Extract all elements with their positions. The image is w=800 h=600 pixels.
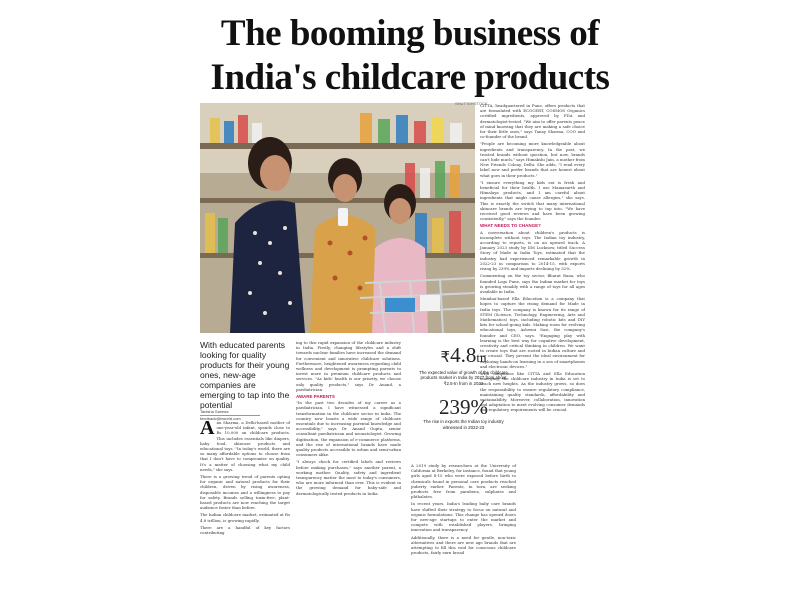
paragraph: In recent years, India's leading baby care brands have shifted their strategy to focus on natural and organic formulations. This change has opened doors for new-age startups to enter the market and compete with established players, bringing innovation and transparency. xyxy=(411,501,516,533)
article-column-4 xyxy=(480,103,585,415)
paragraph: There are a handful of key factors contributing xyxy=(200,524,290,536)
paragraph: CITTA, headquartered in Pune, offers products that are formulated with ECOCERT, COSMOS Organics certified ingredients, approved by FDA and dermatologist-tested. "We aim to offer parents peace of mind knowing that they are making a safe choice for their little ones," says Tanay Sharma, COO and co-founder of the brand. xyxy=(480,103,585,140)
paragraph: There is a growing trend of parents opting for organic and natural products for their children, driven by rising awareness, disposable incomes and a willingness to pay for safety. Brands selling toxin-free, plant-based products are now reaching the target audience faster than before. xyxy=(200,474,290,511)
paragraph: A 2019 study by researchers at the University of California at Berkeley, for instance, found that young girls aged 8-15 who were exposed before birth to chemicals found in personal care products reached puberty earlier. Parents, in turn, are seeking products free from parabens, sulphates and phthalates. xyxy=(411,463,516,500)
byline-name: Tanisha Saxena xyxy=(200,409,229,414)
byline-email: feedback@bworld.com xyxy=(200,416,241,421)
dropcap: A xyxy=(200,417,215,439)
article-column-3 xyxy=(411,463,516,557)
stat-description: The rise in exports the Indian toy industry witnessed in 2022-23 xyxy=(423,419,504,430)
stat-unit: tn xyxy=(476,350,487,365)
subhead-what-needs-to-change: WHAT NEEDS TO CHANGE? xyxy=(480,223,541,229)
paragraph: Commenting on the toy sector, Bharat Rana, who founded Lego Pune, says the Indian market for toys is growing steadily with a range of toys for all ages available in India. xyxy=(480,273,585,294)
article-photo xyxy=(200,103,475,333)
photo-credit: SHUTTERSTOCK xyxy=(455,101,488,106)
paragraph: "I ensure everything my kids eat is fresh and beneficial for their health. I use Mamaearth and Himalaya products, and I am careful about ingredients that might cause allergies," she says. This is exactly the switch that many international skincare brands are trying to tap into. "We have received good reviews and have been growing consistently," says the founder. xyxy=(480,179,585,222)
paragraph: A conversation about children's products is incomplete without toys. The Indian toy industry, according to reports, is on an upward track. A January 2023 study by IIM Lucknow, titled Success Story of Made in India Toys, estimated that the industry had experienced remarkable growth in 2022-23 in comparison to 2014-15, with exports rising by 239% and imports declining by 52%. xyxy=(480,229,585,272)
stat-description: The expected value of growth of the childcare products market in India by 2027 from about ₹2.5-tn from in 2022 xyxy=(419,370,508,386)
paragraph: "In the past two decades of my career as a paediatrician, I have witnessed a significant transformation in the childcare sector in India. The country now boasts a wide range of childcare essentials due to increasing parental knowledge and accessibility," says Dr Anand Gupta, senior consultant paediatrician and neonatologist. Growing digitisation, the expansion of e-commerce platforms, and the rise of international brands have made quality products accessible to urban and semi-urban consumers alike. xyxy=(296,400,401,458)
stat-symbol: ₹ xyxy=(440,350,451,366)
paragraph: "I always check for certified labels and reviews before making purchases," says another parent, a working mother. Quality, safety and ingredient transparency matter the most to today's consumers, who are more informed than ever. This is evident in the growing demand for baby-safe and dermatologically tested products in India. xyxy=(296,459,401,496)
article-column-2 xyxy=(296,340,401,498)
subhead-aware-parents: AWARE PARENTS xyxy=(296,394,335,400)
paragraph: "People are becoming more knowledgeable about ingredients and transparency. In the past, we trusted brands without question, but now, brands can't hide much," says Himakshi Jain, a mother from New Friends Colony, Delhi. She adds, "I read every label now and prefer brands that are honest about what goes in their products." xyxy=(480,141,585,178)
headline: The booming business of India's childcare products xyxy=(210,13,610,98)
stat-number: 4.8 xyxy=(450,343,477,367)
paragraph: Mumbai-based Ella Education is a company that hopes to capture the rising demand for Made in India toys. The company is known for its range of STEM (Science, Technology, Engineering, Arts and Mathematics) toys, including robotic kits and DIY kits for school-going kids. Making room for evolving educational toys, Ashwini Sasi, the company's founder and CEO, says, "Engaging play with learning is the best way for cognitive development, creativity and critical thinking in children. We want to create toys that are rooted in Indian culture and are crucial. They present the ideal environment for exploring hands-on learning in a sea of smartphones and electronic devices." xyxy=(480,296,585,369)
paragraph: The Indian childcare market, estimated at Rs 4.8 trillion, is growing rapidly. xyxy=(200,512,290,523)
stat-number: 239% xyxy=(439,395,488,420)
paragraph: Additionally, there is a need for gentle, non-toxic alternatives and there are new age brands that are attempting to fill this void for conscious childcare products, fairly earn broad xyxy=(411,534,516,556)
paragraph: nu Sharma, a Delhi-based mother of one-year-old infant, spends close to Rs 10,000 on childcare products. This includes essentials like diapers, baby food, skincare products and educational toys. "In today's world, there are so many affordable options to choose from that I don't have to compromise on quality. It's a matter of choosing what my child needs," she says. xyxy=(200,420,290,472)
paragraph: ing to this rapid expansion of the childcare industry in India. Firstly, changing lifestyles and a shift towards nuclear families have increased the demand for convenient and innovative childcare solutions. Furthermore, heightened awareness regarding child wellness and development is prompting parents to invest more in premium childcare products and services. "As kids' health is our priority, we choose only quality products," says Dr Anand, a paediatrician. xyxy=(296,340,401,392)
paragraph: With companies like CITTA and Ella Education emerging, the childcare industry in India is set to reach new heights. As the industry grows, so does the responsibility to ensure regulatory compliance, maintaining quality standards, affordability and sustainability. Moreover, collaboration, innovation and adaptation to meet evolving consumer demands and regulatory requirements will be crucial. xyxy=(480,370,585,413)
mother-daughters-photo xyxy=(200,103,475,333)
photo-caption: With educated parents looking for quality products for their young ones, new-age companies are emerging to tap into the potential xyxy=(200,340,290,410)
